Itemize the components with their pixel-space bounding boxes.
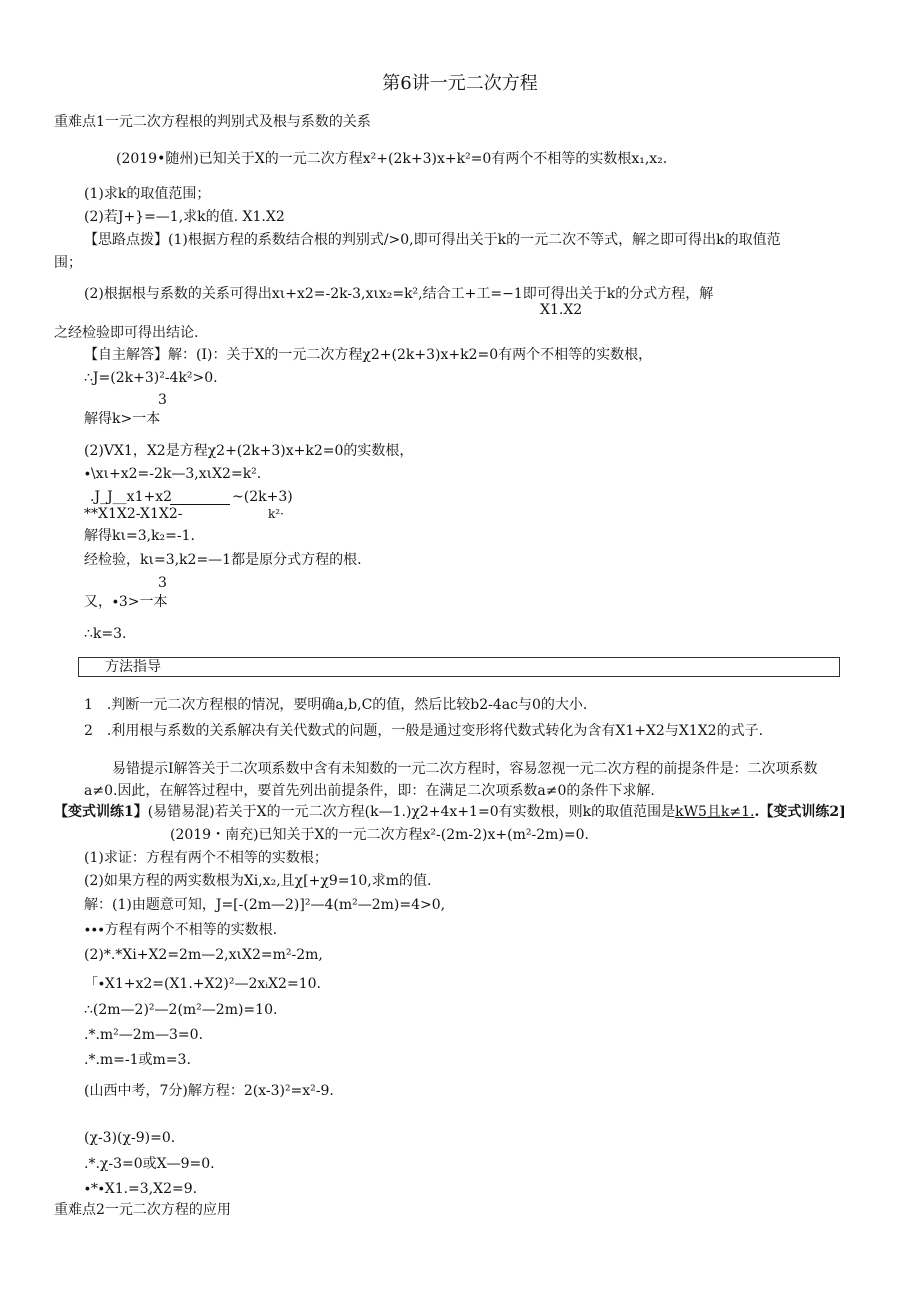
- hint-line-2: 围；: [54, 255, 82, 271]
- solution-line-7a: **X1X2-X1X2-: [84, 506, 183, 522]
- solution-line-6a: .J_J__x1+x2: [90, 489, 173, 505]
- method-item-2: 2 .利用根与系数的关系解决有关代数式的问题，一般是通过变形将代数式转化为含有X1+X2与X1X2的式子.: [84, 723, 764, 739]
- variant-line-5: 解：(1)由题意可知，J=[-(2m—2)]²—4(m²—2m)=4>0,: [84, 897, 446, 913]
- tip-line-1: 易错提示I解答关于二次项系数中含有未知数的一元二次方程时，容易忽视一元二次方程的前提条件是：二次项系数: [112, 761, 818, 777]
- solution-line-1: 【自主解答】解：(I)：关于X的一元二次方程χ2+(2k+3)x+k2=0有两个不相等的实数根，: [84, 347, 653, 363]
- method-item-1: 1 .判断一元二次方程根的情况，要明确a,b,C的值，然后比较b2-4ac与0的大小.: [84, 697, 588, 713]
- method-box: [78, 657, 840, 677]
- hint-line-4: 之经检验即可得出结论.: [54, 325, 199, 341]
- solution-line-9: 经检验，kι=3,k2=—1都是原分式方程的根.: [84, 552, 362, 568]
- variant-line-7: (2)*.*Xi+X2=2m—2,xιX2=m²-2m,: [84, 947, 323, 963]
- hint-line-1: 【思路点拨】(1)根据方程的系数结合根的判别式/>0,即可得出关于k的一元二次不等式，解之即可得出k的取值范: [84, 232, 781, 248]
- solution-line-3: 解得k>一本: [84, 411, 161, 427]
- solution-line-5: ∙\xι+x2=-2k—3,xιX2=k².: [84, 466, 262, 482]
- section-heading-2: 重难点2一元二次方程的应用: [54, 1202, 231, 1218]
- variant-line-10: .*.m²—2m—3=0.: [84, 1027, 203, 1043]
- solution-line-11: ∴k=3.: [84, 626, 127, 642]
- question-2: (2)若J+}=—1,求k的值. X1.X2: [84, 209, 285, 225]
- shanxi-line-4: ∙*∙X1.=3,X2=9.: [84, 1181, 198, 1197]
- shanxi-line-1: (山西中考，7分)解方程：2(x-3)²=x²-9.: [84, 1083, 334, 1099]
- problem-stem: (2019•随州)已知关于X的一元二次方程x²+(2k+3)x+k²=0有两个不相等的实数根x₁,x₂.: [116, 151, 668, 167]
- hint-line-3: (2)根据根与系数的关系可得出xι+x2=-2k-3,xιx₂=k²,结合工+工=−1即可得出关于k的分式方程，解: [84, 286, 714, 302]
- solution-line-10: 又，∙3>一本: [84, 594, 168, 610]
- solution-line-8: 解得kι=3,k₂=-1.: [84, 528, 195, 544]
- method-box-label: 方法指导: [105, 659, 161, 675]
- tip-line-2: a≠0.因此，在解答过程中，要首先列出前提条件，即：在满足二次项系数a≠0的条件下求解.: [84, 783, 655, 799]
- variant-line-8: 「∙X1+x2=(X1.+X2)²—2xᵢX2=10.: [84, 976, 321, 992]
- variant-line-3: (1)求证：方程有两个不相等的实数根；: [84, 850, 328, 866]
- section-heading-1: 重难点1一元二次方程根的判别式及根与系数的关系: [54, 114, 371, 130]
- solution-fraction-numerator-2: 3: [158, 575, 167, 591]
- solution-line-4: (2)VX1，X2是方程χ2+(2k+3)x+k2=0的实数根，: [84, 443, 414, 459]
- solution-line-7b: k²·: [268, 507, 284, 521]
- variant-line-11: .*.m=-1或m=3.: [84, 1052, 191, 1068]
- shanxi-line-3: .*.χ-3=0或X—9=0.: [84, 1156, 215, 1172]
- variant-line-6: ∙∙∙方程有两个不相等的实数根.: [84, 922, 278, 938]
- hint-line-3-denominator: X1.X2: [540, 302, 583, 318]
- variant-1-label: 【变式训练1】: [54, 804, 148, 820]
- solution-line-2: ∴J=(2k+3)²-4k²>0.: [84, 370, 218, 386]
- solution-line-6b: ~(2k+3): [232, 489, 293, 505]
- variant-line-1: [54, 803, 846, 821]
- page-title: 第6讲一元二次方程: [382, 73, 538, 94]
- solution-fraction-numerator: 3: [158, 392, 167, 408]
- variant-line-9: ∴(2m—2)²—2(m²—2m)=10.: [84, 1002, 278, 1018]
- variant-line-2: (2019・南充)已知关于X的一元二次方程x²-(2m-2)x+(m²-2m)=0.: [170, 827, 589, 843]
- shanxi-line-2: (χ-3)(χ-9)=0.: [84, 1130, 176, 1146]
- variant-2-label: .【变式训练2]: [754, 804, 846, 820]
- question-1: (1)求k的取值范围；: [84, 186, 211, 202]
- variant-1-answer: kW5且k≠1.: [675, 804, 755, 820]
- variant-1-text: (易错易混)若关于X的一元二次方程(k—1.)χ2+4x+1=0有实数根，则k的取值范围是: [147, 804, 676, 820]
- variant-line-4: (2)如果方程的两实数根为Xi,x₂,且χ[+χ9=10,求m的值.: [84, 873, 432, 889]
